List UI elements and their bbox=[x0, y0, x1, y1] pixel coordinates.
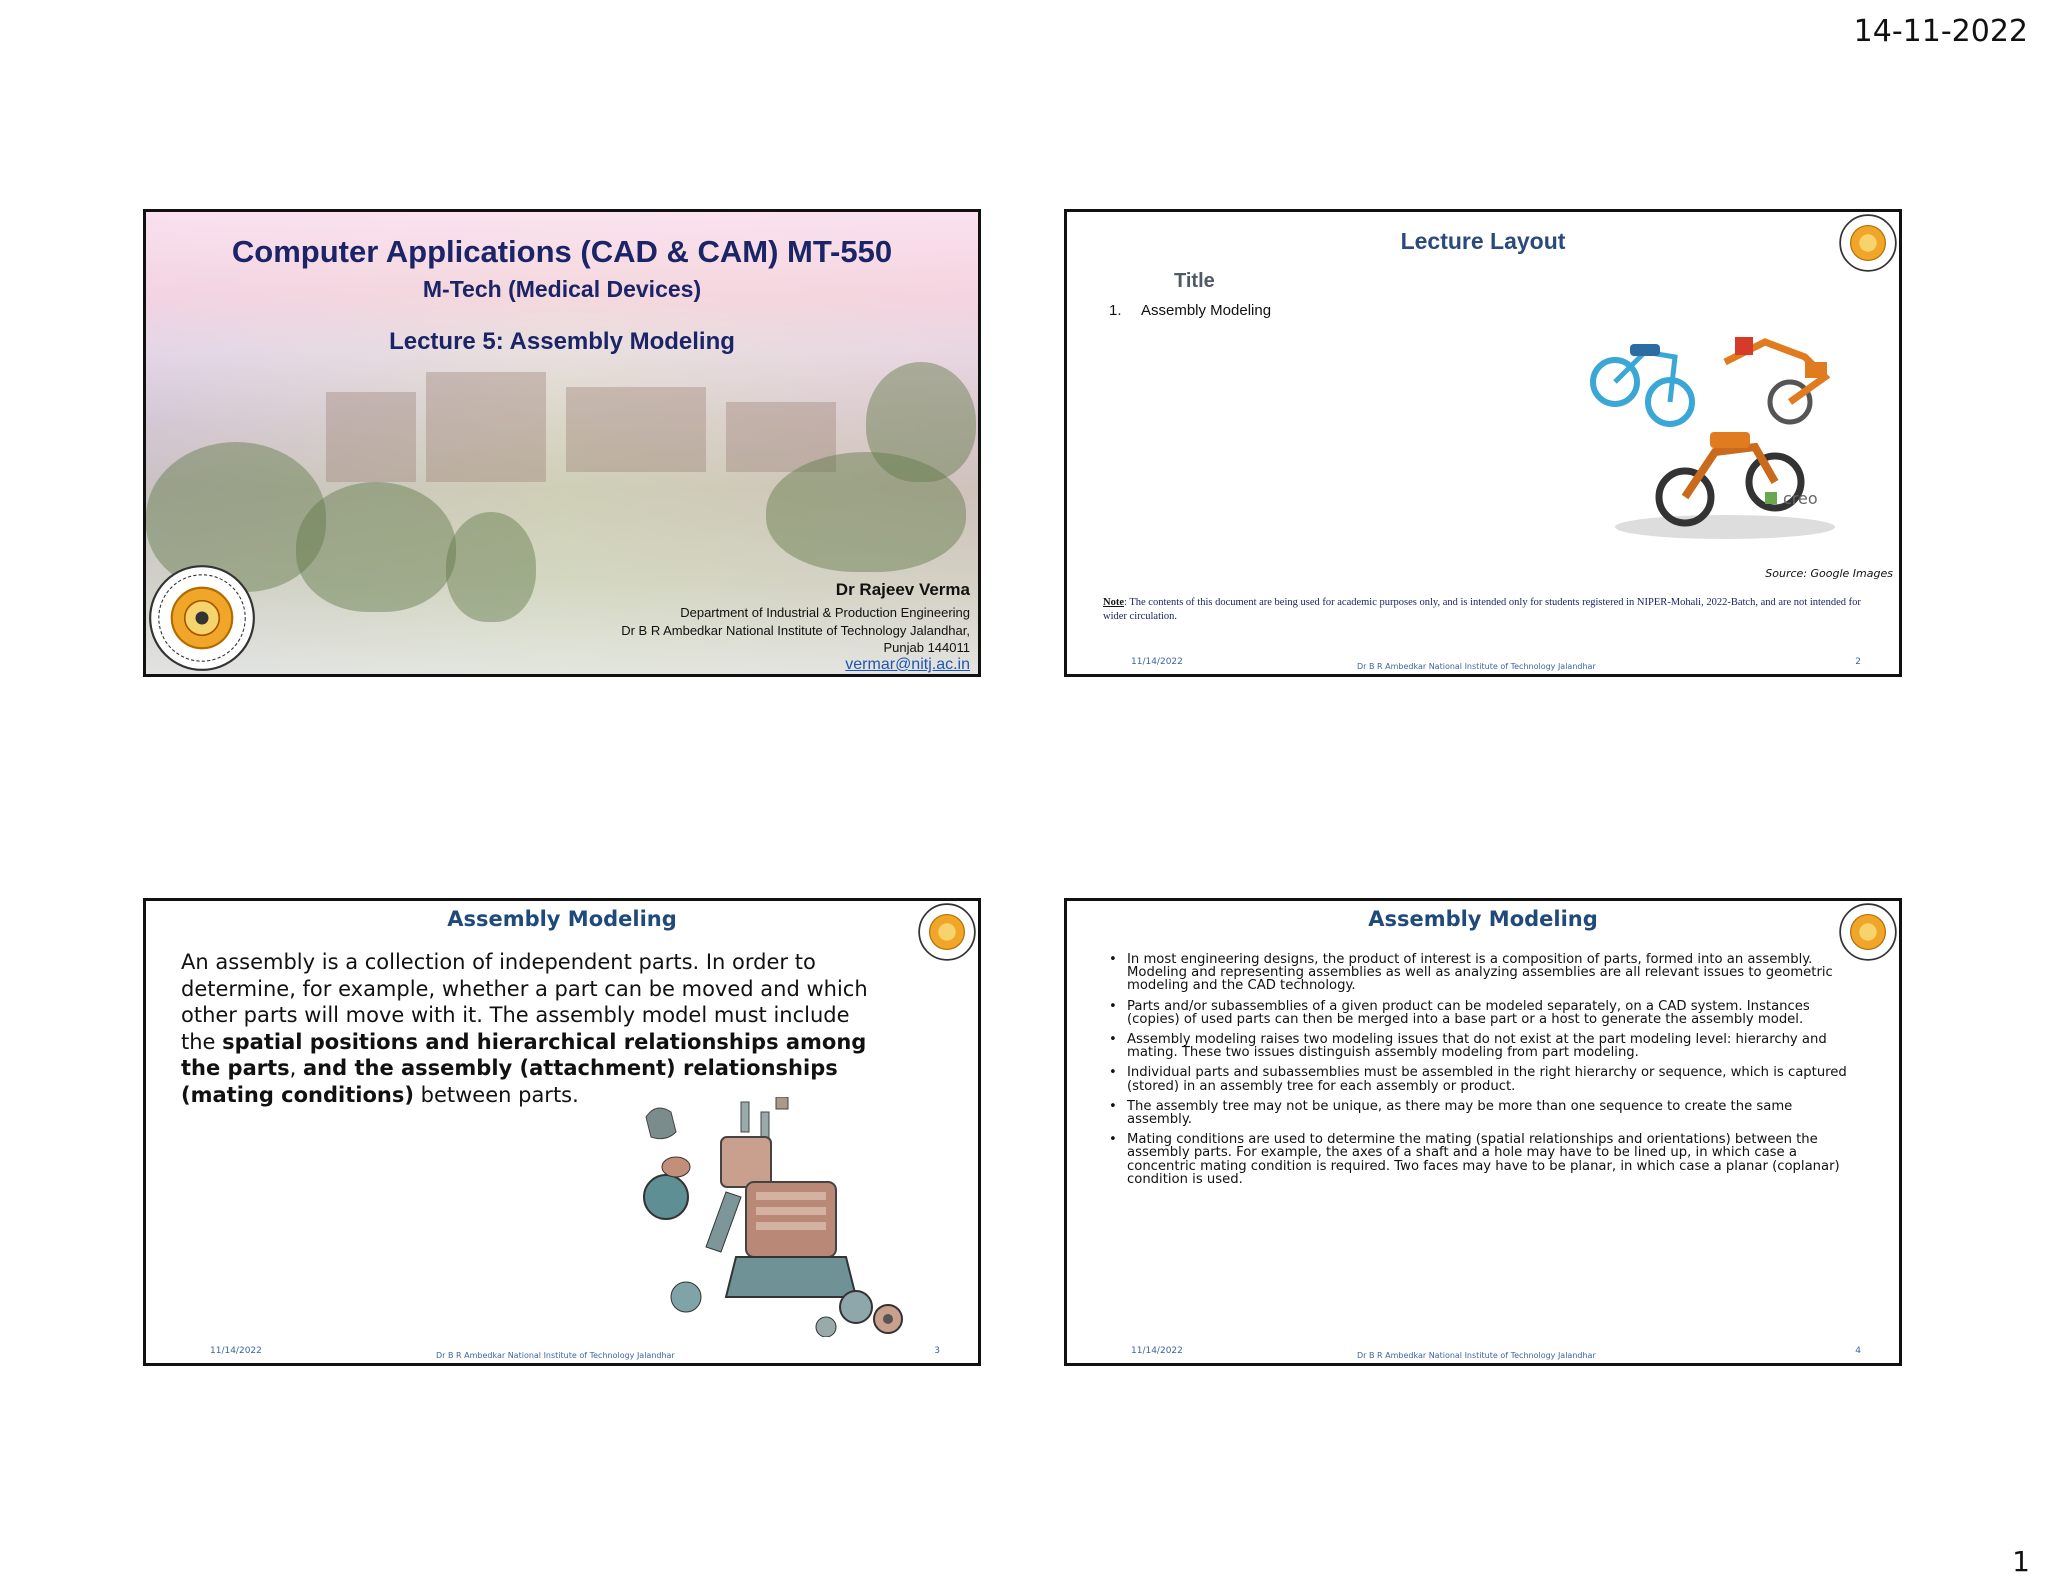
bullet-symbol: • bbox=[1109, 1032, 1117, 1048]
author-institute: Dr B R Ambedkar National Institute of Technology Jalandhar, bbox=[621, 623, 970, 638]
footer-date: 11/14/2022 bbox=[1131, 657, 1183, 667]
footer-institute: Dr B R Ambedkar National Institute of Technology Jalandhar bbox=[1357, 662, 1596, 671]
body-text-bold: spatial positions and hierarchical relationships among the parts bbox=[181, 1029, 867, 1080]
footer-date: 11/14/2022 bbox=[1131, 1346, 1183, 1356]
list-item-number: 1. bbox=[1109, 302, 1122, 319]
bullet-item bbox=[1107, 1033, 1847, 1059]
bullet-text: Mating conditions are used to determine the mating (spatial relationships and orientations) between the assembly parts. For example, the axes of a shaft and a hole may have to be lined up, in which case a concentric mating condition is required. Two faces may have to be planar, in which case a planar (coplanar) condition is used. bbox=[1127, 1132, 1840, 1187]
footer-page-number: 4 bbox=[1855, 1346, 1861, 1356]
bullet-item bbox=[1107, 1000, 1847, 1026]
course-title: Computer Applications (CAD & CAM) MT-550 bbox=[231, 234, 893, 269]
lecture-title: Lecture 5: Assembly Modeling bbox=[389, 328, 735, 355]
creo-logo-icon bbox=[1765, 492, 1777, 504]
bullet-text: In most engineering designs, the product of interest is a composition of parts, formed into an assembly. Modeling and representing assemblies as well as analyzing assemblies are all relevant issues to geometric modeling and the CAD technology. bbox=[1127, 952, 1833, 994]
page-number: 1 bbox=[2012, 1545, 2030, 1578]
bullet-symbol: • bbox=[1109, 998, 1117, 1014]
footer-page-number: 2 bbox=[1855, 657, 1861, 667]
note-text: : The contents of this document are being used for academic purposes only, and is intended only for students registered in NIPER-Mohali, 2022-Batch, and are not intended for wider circulation. bbox=[1103, 597, 1861, 622]
author-email-link[interactable]: vermar@nitj.ac.in bbox=[845, 656, 970, 673]
page-date: 14-11-2022 bbox=[1853, 14, 2028, 49]
slide-title: Lecture Layout bbox=[1400, 228, 1566, 254]
note-label: Note bbox=[1103, 597, 1124, 608]
body-text: , bbox=[289, 1056, 303, 1080]
bullet-item bbox=[1107, 1100, 1847, 1126]
bullet-symbol: • bbox=[1109, 1132, 1117, 1148]
footer-institute: Dr B R Ambedkar National Institute of Technology Jalandhar bbox=[1357, 1351, 1596, 1360]
bullet-symbol: • bbox=[1109, 952, 1117, 967]
slide-body-text bbox=[181, 949, 881, 1108]
slide-title: Assembly Modeling bbox=[1368, 907, 1598, 931]
footer-page-number: 3 bbox=[934, 1346, 940, 1356]
svg-text:creo: creo bbox=[1783, 489, 1818, 508]
body-text: between parts. bbox=[413, 1082, 579, 1107]
footer-institute: Dr B R Ambedkar National Institute of Technology Jalandhar bbox=[436, 1351, 675, 1360]
bullet-text: The assembly tree may not be unique, as there may be more than one sequence to create the same assembly. bbox=[1127, 1098, 1793, 1128]
author-department: Department of Industrial & Production Engineering bbox=[680, 605, 970, 620]
course-subtitle: M-Tech (Medical Devices) bbox=[422, 276, 702, 302]
author-name: Dr Rajeev Verma bbox=[835, 580, 970, 599]
slide-2-lecture-layout bbox=[1064, 209, 1902, 677]
slide-3-assembly-modeling bbox=[143, 898, 981, 1366]
author-city: Punjab 144011 bbox=[883, 640, 970, 655]
bullet-symbol: • bbox=[1109, 1065, 1117, 1081]
bullet-item bbox=[1107, 1066, 1847, 1092]
bullet-text: Assembly modeling raises two modeling issues that do not exist at the part modeling level: hierarchy and mating. These two issues distinguish assembly modeling from part modeling. bbox=[1127, 1032, 1827, 1061]
engine-exploded-image bbox=[626, 1097, 926, 1337]
list-item-text: Assembly Modeling bbox=[1141, 302, 1272, 319]
section-heading: Title bbox=[1174, 270, 1215, 292]
bullet-symbol: • bbox=[1109, 1098, 1117, 1114]
bullet-text: Individual parts and subassemblies must be assembled in the right hierarchy or sequence, which is captured (stored) in an assembly tree for each assembly or product. bbox=[1127, 1065, 1847, 1094]
bullet-item bbox=[1107, 953, 1847, 993]
disclaimer-note bbox=[1103, 596, 1883, 624]
body-text: An assembly is a collection of independent parts. In order to determine, for example, whether a part can be moved and which other parts will move with it. The assembly model must include the bbox=[181, 950, 868, 1054]
bullet-item bbox=[1107, 1133, 1847, 1186]
nitj-emblem-icon bbox=[148, 564, 256, 672]
footer-date: 11/14/2022 bbox=[210, 1346, 262, 1356]
image-source: Source: Google Images bbox=[1765, 567, 1893, 580]
slide-1-title bbox=[143, 209, 981, 677]
body-text-bold: and the assembly (attachment) relationships (mating conditions) bbox=[181, 1056, 838, 1107]
list-item bbox=[1109, 302, 1271, 319]
slide-title: Assembly Modeling bbox=[447, 907, 677, 931]
bullet-text: Parts and/or subassemblies of a given product can be modeled separately, on a CAD system. Instances (copies) of used parts can then be merged into a base part or a host to generate the assembly model. bbox=[1127, 998, 1810, 1027]
bullet-list bbox=[1107, 953, 1847, 1193]
slide-4-assembly-modeling bbox=[1064, 898, 1902, 1366]
motorcycle-exploded-image bbox=[1575, 302, 1875, 542]
